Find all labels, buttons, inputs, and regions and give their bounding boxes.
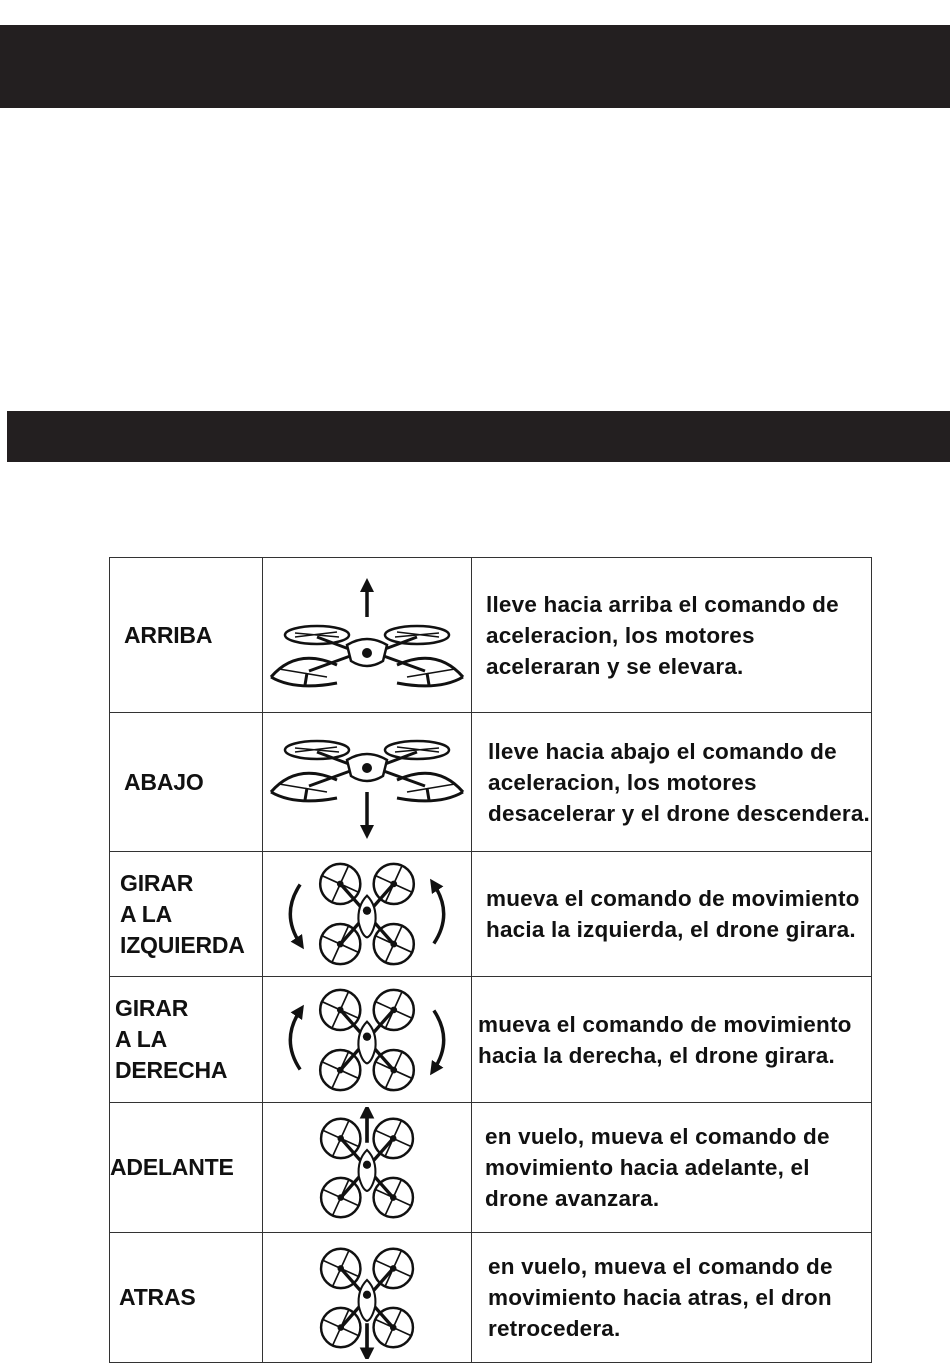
icon-cell <box>263 852 472 977</box>
table-row <box>110 1233 872 1363</box>
drone-side-down-icon <box>267 722 467 842</box>
label-cell <box>110 1233 263 1363</box>
description-cell <box>472 1103 872 1233</box>
row-description: lleve hacia abajo el comando de aceleracion, los motores desacelerar y el drone descendera. <box>488 738 871 826</box>
description-cell <box>472 977 872 1103</box>
label-cell <box>110 1103 263 1233</box>
icon-cell <box>263 977 472 1103</box>
row-label: ATRAS <box>119 1284 196 1310</box>
table-row <box>110 713 872 852</box>
header-bar-top <box>0 25 950 108</box>
drone-backward-icon <box>292 1237 442 1359</box>
table-row <box>110 852 872 977</box>
row-description: en vuelo, mueva el comando de movimiento hacia adelante, el drone avanzara. <box>485 1124 830 1211</box>
description-cell <box>472 852 872 977</box>
table-row <box>110 1103 872 1233</box>
label-cell <box>110 713 263 852</box>
icon-cell <box>263 558 472 713</box>
drone-rotate-right-icon <box>277 981 457 1099</box>
row-label: ADELANTE <box>110 1154 234 1180</box>
icon-cell <box>263 713 472 852</box>
drone-side-up-icon <box>267 575 467 695</box>
description-cell <box>472 713 872 852</box>
icon-cell <box>263 1233 472 1363</box>
icon-cell <box>263 1103 472 1233</box>
flight-controls-table <box>109 557 872 1363</box>
label-cell <box>110 852 263 977</box>
row-description: mueva el comando de movimiento hacia la izquierda, el drone girara. <box>486 886 860 942</box>
row-label: ABAJO <box>124 768 204 795</box>
drone-forward-icon <box>292 1107 442 1229</box>
row-label: GIRAR A LA DERECHA <box>115 995 228 1083</box>
label-cell <box>110 558 263 713</box>
row-label: GIRAR A LA IZQUIERDA <box>120 869 245 958</box>
description-cell <box>472 1233 872 1363</box>
label-cell <box>110 977 263 1103</box>
description-cell <box>472 558 872 713</box>
row-description: en vuelo, mueva el comando de movimiento hacia atras, el dron retrocedera. <box>488 1254 833 1341</box>
table-row <box>110 558 872 713</box>
table-row <box>110 977 872 1103</box>
row-label: ARRIBA <box>124 621 213 648</box>
header-bar-section <box>7 411 950 462</box>
row-description: mueva el comando de movimiento hacia la derecha, el drone girara. <box>478 1011 852 1068</box>
row-description: lleve hacia arriba el comando de aceleracion, los motores aceleraran y se elevara. <box>486 591 839 679</box>
drone-rotate-left-icon <box>277 855 457 973</box>
